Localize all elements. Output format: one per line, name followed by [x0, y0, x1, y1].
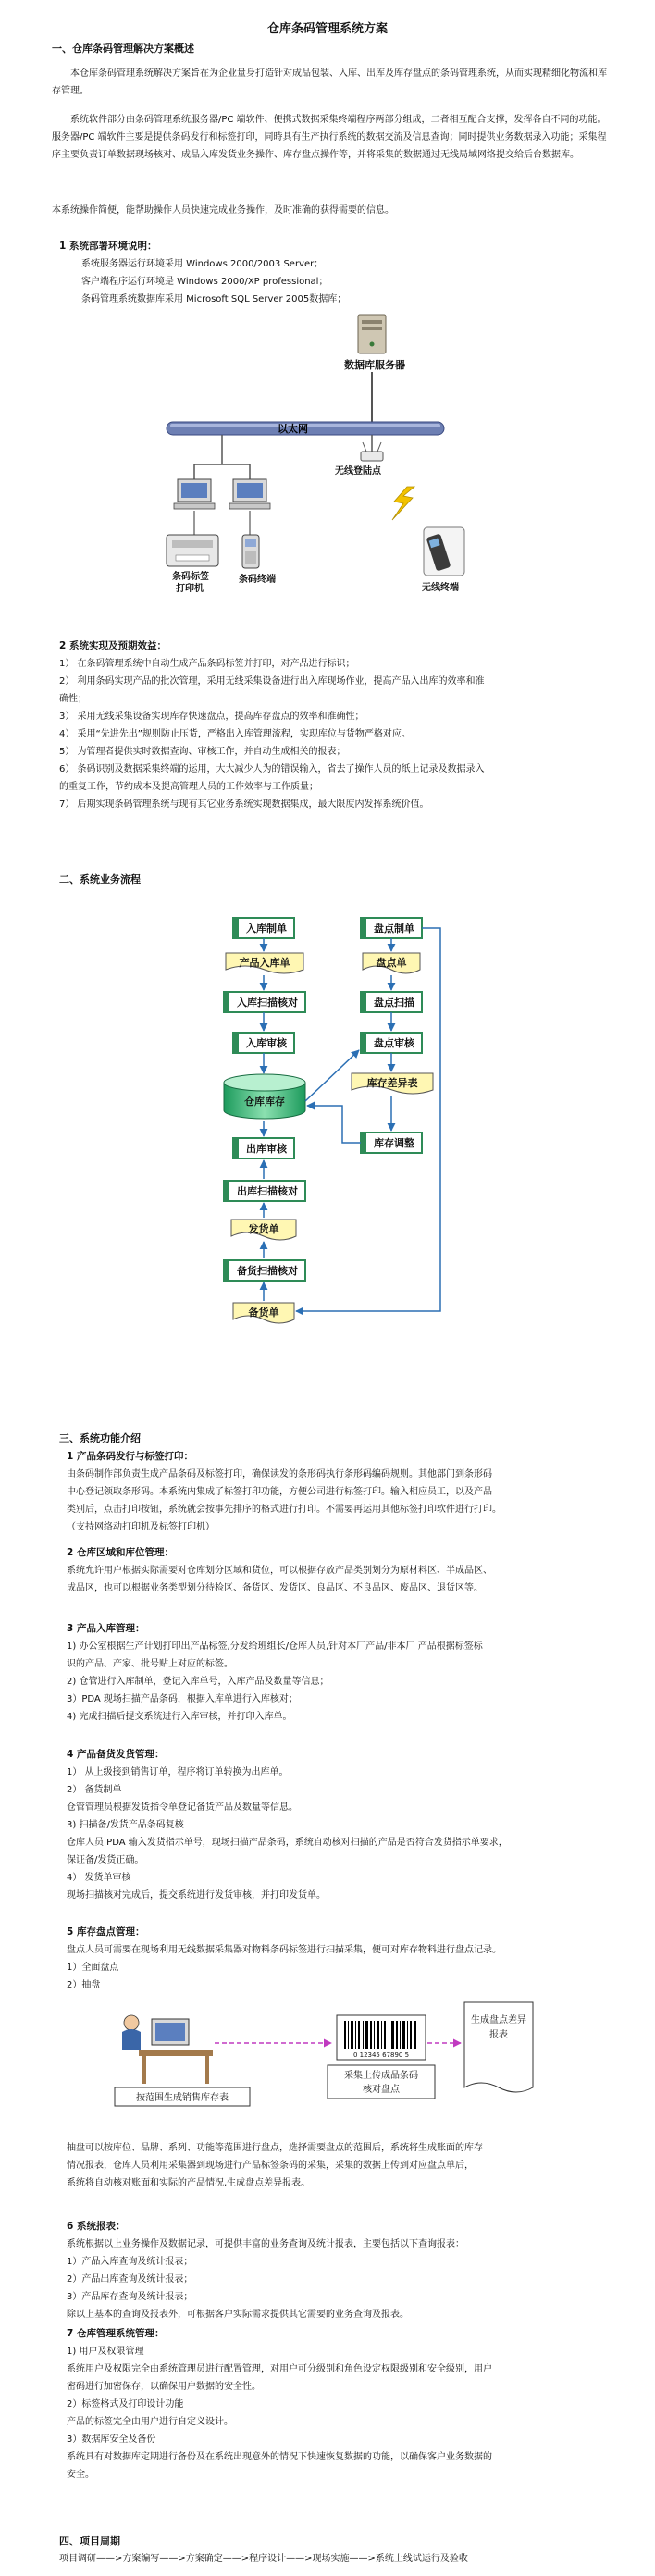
scan-label: 采集上传成品条码 — [344, 2071, 418, 2081]
benefit-item: 2） 利用条码实现产品的批次管理，采用无线采集设备进行出入库现场作业，提高产品入出库的效率和准 — [59, 676, 485, 687]
flow-step-inbound-scan — [224, 992, 305, 1012]
function-5-after-line: 系统将自动核对账面和实际的产品情况,生成盘点差异报表。 — [67, 2178, 311, 2188]
flow-label: 出库审核 — [246, 1143, 287, 1155]
function-7-line: 密码进行加密保存，以确保用户数据的安全性。 — [67, 2382, 261, 2392]
function-4-line: 仓管管理员根据发货指令单登记备货产品及数量等信息。 — [67, 1802, 298, 1813]
function-3-line: 4) 完成扫描后提交系统进行入库审核，并打印入库单。 — [67, 1712, 292, 1722]
flow-label: 备货单 — [248, 1307, 279, 1319]
function-2-line: 系统允许用户根据实际需要对仓库划分区域和货位，可以根据存放产品类别划分为原材料区、半成品区、 — [67, 1566, 492, 1576]
section-3-heading: 三、系统功能介绍 — [59, 1432, 141, 1444]
flow-warehouse-inventory — [224, 1074, 305, 1119]
function-6-line: 系统根据以上业务操作及数据记录，可提供丰富的业务查询及统计报表，主要包括以下查询报表： — [67, 2239, 464, 2249]
benefit-item: 6） 条码识别及数据采集终端的运用，大大减少人为的错误输入，省去了操作人员的纸上记录及数据录入 — [59, 764, 485, 774]
flow-doc-picking-list — [233, 1303, 294, 1323]
wireless-terminal-icon — [424, 527, 464, 576]
barcode-terminal-icon — [242, 535, 259, 568]
benefit-item: 确性； — [59, 694, 87, 704]
page-title: 仓库条码管理系统方案 — [266, 22, 388, 36]
function-4-heading: 4 产品备货发货管理： — [67, 1749, 165, 1760]
function-4-line: 3) 扫描备/发货产品条码复核 — [67, 1820, 184, 1830]
benefit-item: 3） 采用无线采集设备实现库存快速盘点，提高库存盘点的效率和准确性； — [59, 712, 365, 722]
flow-label: 库存差异表 — [366, 1077, 418, 1089]
flow-step-outbound-scan — [224, 1181, 305, 1201]
function-5-line: 2）抽盘 — [67, 1980, 101, 1990]
flow-label: 盘点审核 — [374, 1037, 414, 1049]
function-4-line: 4） 发货单审核 — [67, 1873, 131, 1883]
function-4-line: 保证备/发货正确。 — [67, 1855, 144, 1865]
flow-step-picking-scan — [224, 1260, 305, 1281]
scan-label: 核对盘点 — [363, 2085, 400, 2095]
benefit-item: 1） 在条码管理系统中自动生成产品条码标签并打印，对产品进行标识； — [59, 659, 355, 669]
function-3-heading: 3 产品入库管理： — [67, 1623, 145, 1634]
barcode-number: 0 12345 67890 5 — [352, 2051, 410, 2059]
operator-pc-icon — [122, 2015, 213, 2084]
function-2-heading: 2 仓库区域和库位管理： — [67, 1547, 174, 1558]
flow-label: 入库扫描核对 — [237, 997, 298, 1009]
benefit-item: 5） 为管理者提供实时数据查询、审核工作，并自动生成相关的报表； — [59, 747, 346, 757]
function-1-line: 中心登记领取条形码。本系统内集成了标签打印功能，方便公司进行标签打印。输入相应员工，以及产品 — [67, 1487, 492, 1497]
flow-step-inbound-order — [233, 918, 294, 938]
section-4-heading: 四、项目周期 — [59, 2535, 120, 2547]
flow-label: 入库审核 — [246, 1037, 287, 1049]
flow-label: 盘点制单 — [374, 923, 414, 935]
business-flow-diagram — [213, 916, 453, 1351]
pc-label: 按范围生成销售库存表 — [136, 2093, 229, 2103]
function-1-line: （支持网络动打印机及标签打印机） — [67, 1522, 215, 1532]
workstation-icon — [229, 479, 270, 509]
function-7-line: 系统具有对数据库定期进行备份及在系统出现意外的情况下快速恢复数据的功能，以确保客户业务数据的 — [67, 2452, 492, 2462]
function-3-line: 2) 仓管进行入库制单，登记入库单号，入库产品及数量等信息； — [67, 1677, 329, 1687]
flow-step-count-review — [361, 1033, 422, 1053]
deployment-heading: 1 系统部署环境说明： — [59, 241, 157, 252]
benefit-item: 7） 后期实现条码管理系统与现有其它业务系统实现数据集成，最大限度内发挥系统价值。 — [59, 799, 429, 810]
flow-doc-delivery-note — [231, 1220, 296, 1240]
function-7-line: 产品的标签完全由用户进行自定义设计。 — [67, 2417, 233, 2427]
flow-label: 发货单 — [248, 1223, 279, 1235]
function-7-line: 1) 用户及权限管理 — [67, 2347, 144, 2357]
function-7-heading: 7 仓库管理系统管理： — [67, 2328, 165, 2339]
flow-doc-count-sheet — [363, 953, 420, 973]
function-1-heading: 1 产品条码发行与标签打印： — [67, 1451, 193, 1462]
server-label: 数据库服务器 — [344, 359, 405, 371]
function-1-line: 类别后，点击打印按钮，系统就会按事先排序的格式进行打印。不需要再运用其他标签打印软件进行打印。 — [67, 1505, 501, 1515]
report-label: 报表 — [489, 2030, 508, 2040]
flow-label: 仓库库存 — [244, 1096, 285, 1108]
flow-label: 入库制单 — [246, 923, 287, 935]
function-5-after-line: 抽盘可以按库位、品牌、系列、功能等范围进行盘点，选择需要盘点的范围后，系统将生成账面的库存 — [67, 2143, 483, 2153]
flow-step-outbound-review — [233, 1138, 294, 1158]
function-6-line: 除以上基本的查询及报表外，可根据客户实际需求提供其它需要的业务查询及报表。 — [67, 2310, 409, 2320]
function-4-line: 仓库人员 PDA 输入发货指示单号，现场扫描产品条码，系统自动核对扫描的产品是否符合发货指示单要求， — [67, 1838, 508, 1848]
function-2-line: 成品区，也可以根据业务类型划分待检区、备货区、发货区、良品区、不良品区、废品区、退货区等。 — [67, 1583, 483, 1593]
function-5-after-line: 情况报表，仓库人员利用采集器到现场进行产品标签条码的采集，采集的数据上传到对应盘点单后， — [67, 2161, 474, 2171]
function-6-heading: 6 系统报表： — [67, 2221, 126, 2232]
benefit-item: 的重复工作，节约成本及提高管理人员的工作效率与工作质量； — [59, 782, 318, 792]
flow-step-stock-adjust — [361, 1133, 422, 1153]
flow-label: 产品入库单 — [239, 957, 290, 969]
function-3-line: 1) 办公室根据生产计划打印出产品标签,分发给班组长/仓库人员,针对本厂产品/非本厂 产品根据标签标 — [67, 1641, 483, 1652]
section-1-heading: 一、仓库条码管理解决方案概述 — [52, 43, 194, 55]
flow-label: 盘点扫描 — [374, 997, 414, 1009]
database-server-icon — [358, 315, 386, 353]
section-1-para-3: 本系统操作简便，能帮助操作人员快速完成业务操作，及时准确的获得需要的信息。 — [52, 205, 394, 216]
benefits-heading: 2 系统实现及预期效益： — [59, 640, 167, 651]
ethernet-label: 以太网 — [278, 423, 308, 435]
function-6-line: 1）产品入库查询及统计报表； — [67, 2257, 193, 2267]
function-3-line: 3）PDA 现场扫描产品条码，根据入库单进行入库核对； — [67, 1694, 298, 1704]
stock-count-diagram — [111, 1997, 537, 2126]
flow-step-count-scan — [361, 992, 422, 1012]
function-7-line: 安全。 — [67, 2470, 94, 2480]
printer-label: 条码标签 — [172, 572, 209, 582]
wireless-terminal-label: 无线终端 — [422, 583, 459, 593]
function-7-line: 2）标签格式及打印设计功能 — [67, 2399, 184, 2409]
flow-step-inbound-review — [233, 1033, 294, 1053]
function-7-line: 3）数据库安全及备份 — [67, 2434, 156, 2445]
function-3-line: 识的产品、产家、批号贴上对应的标签。 — [67, 1659, 233, 1669]
function-5-line: 盘点人员可需要在现场利用无线数据采集器对物料条码标签进行扫描采集，便可对库存物料进行盘点记录。 — [67, 1945, 501, 1955]
project-timeline: 项目调研——>方案编写——>方案确定——>程序设计——>现场实施——>系统上线试运行及验收 — [59, 2554, 468, 2564]
wireless-ap-label: 无线登陆点 — [335, 466, 381, 477]
function-4-line: 现场扫描核对完成后，提交系统进行发货审核，并打印发货单。 — [67, 1890, 326, 1901]
flow-label: 盘点单 — [376, 957, 407, 969]
network-diagram — [130, 313, 518, 609]
label-printer-icon — [167, 535, 218, 566]
report-label: 生成盘点差异 — [471, 2015, 526, 2025]
flow-doc-variance-report — [352, 1073, 433, 1094]
flow-label: 出库扫描核对 — [237, 1185, 298, 1197]
deployment-line: 条码管理系统数据库采用 Microsoft SQL Server 2005数据库； — [81, 294, 347, 304]
flow-label: 备货扫描核对 — [237, 1265, 298, 1277]
flow-step-count-order — [361, 918, 422, 938]
function-5-line: 1）全面盘点 — [67, 1963, 119, 1973]
function-6-line: 3）产品库存查询及统计报表； — [67, 2292, 193, 2302]
benefit-item: 4） 采用“先进先出”规则防止压货，严格出入库管理流程，实现库位与货物严格对应。 — [59, 729, 411, 739]
printer-label: 打印机 — [176, 584, 204, 594]
section-2-heading: 二、系统业务流程 — [59, 873, 141, 886]
function-7-line: 系统用户及权限完全由系统管理员进行配置管理，对用户可分级别和角色设定权限级别和安全级别，用户 — [67, 2364, 492, 2374]
deployment-line: 系统服务器运行环境采用 Windows 2000/2003 Server； — [81, 259, 324, 269]
section-1-para-1: 本仓库条码管理系统解决方案旨在为企业量身打造针对成品包装、入库、出库及库存盘点的条码管理系统，从而实现精细化物流和库存管理。 — [52, 68, 607, 96]
wireless-signal-icon — [392, 487, 414, 520]
function-4-line: 2） 备货制单 — [67, 1785, 122, 1795]
function-6-line: 2）产品出库查询及统计报表； — [67, 2274, 193, 2285]
function-4-line: 1） 从上级接到销售订单，程序将订单转换为出库单。 — [67, 1767, 289, 1777]
barcode-icon — [337, 2015, 426, 2060]
section-1-para-2: 系统软件部分由条码管理系统服务器/PC 端软件、便携式数据采集终端程序两部分组成，二者相互配合支撑，发挥各自不同的功能。服务器/PC 端软件主要是提供条码发行和标签打印，同時具有生产执行系统的数据交流及信息查询；同时提供业务数据录入功能；采集程序主要负责订单数据现场核对、成品入库发货业务操作、库存盘点操作等，并将采集的数据通过无线局域网络提交给后台数据库。 — [52, 115, 607, 160]
flow-doc-inbound-slip — [226, 953, 303, 973]
function-1-line: 由条码制作部负责生成产品条码及标签打印，确保读发的条形码执行条形码编码规则。其他部门到条形码 — [67, 1469, 492, 1480]
terminal-label: 条码终端 — [239, 575, 276, 585]
function-5-heading: 5 库存盘点管理： — [67, 1926, 145, 1938]
workstation-icon — [174, 479, 215, 509]
flow-label: 库存调整 — [374, 1137, 414, 1149]
deployment-line: 客户端程序运行环境是 Windows 2000/XP professional； — [81, 277, 328, 287]
